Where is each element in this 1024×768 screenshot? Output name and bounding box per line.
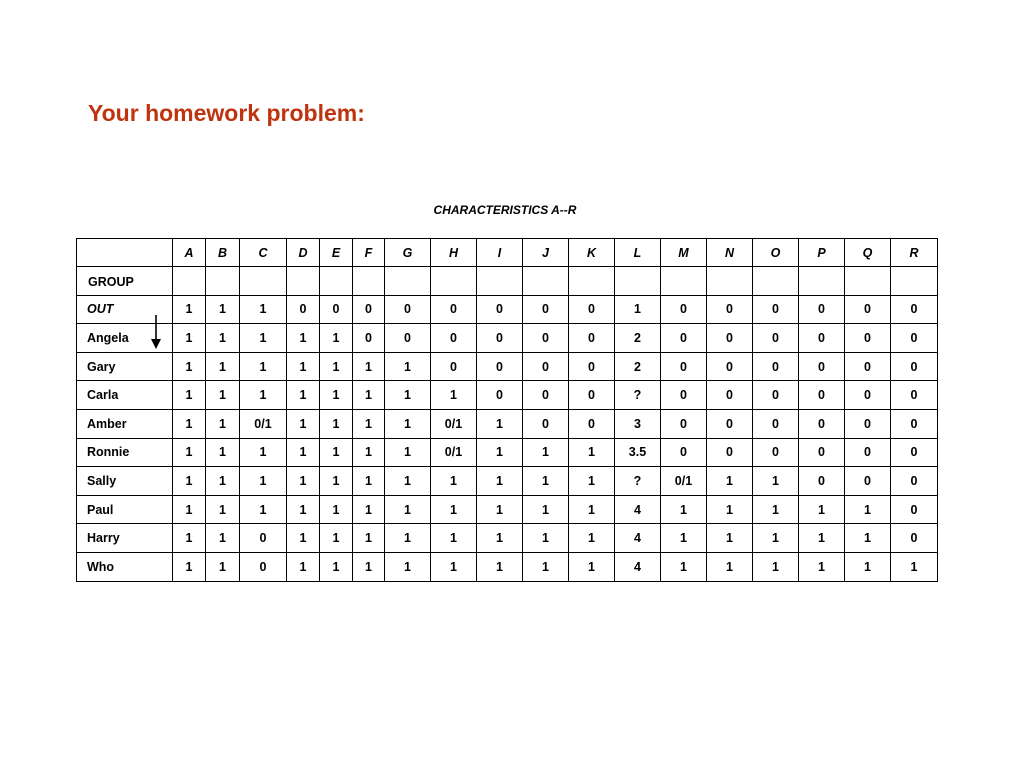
- table-cell: 1: [707, 495, 753, 524]
- table-cell: 0: [753, 324, 799, 353]
- group-spacer-cell: [287, 267, 320, 296]
- table-cell: 0: [845, 467, 891, 496]
- table-cell: 1: [753, 552, 799, 581]
- table-cell: 1: [240, 295, 287, 324]
- column-header-i: I: [477, 239, 523, 267]
- table-cell: 0: [431, 324, 477, 353]
- column-header-j: J: [523, 239, 569, 267]
- table-cell: 0: [707, 324, 753, 353]
- table-cell: 1: [206, 495, 240, 524]
- table-cell: 1: [173, 524, 206, 553]
- table-cell: 0: [753, 295, 799, 324]
- row-name: Gary: [77, 352, 173, 381]
- table-cell: 0: [891, 495, 938, 524]
- table-cell: 0: [891, 409, 938, 438]
- table-cell: 0: [845, 381, 891, 410]
- table-cell: 1: [173, 495, 206, 524]
- row-name: Harry: [77, 524, 173, 553]
- column-header-o: O: [753, 239, 799, 267]
- table-cell: 1: [206, 552, 240, 581]
- table-cell: 0/1: [240, 409, 287, 438]
- table-cell: 0: [523, 295, 569, 324]
- table-cell: 0: [891, 295, 938, 324]
- table-cell: 0: [799, 438, 845, 467]
- table-cell: 3: [615, 409, 661, 438]
- table-cell: 1: [385, 524, 431, 553]
- row-name: Ronnie: [77, 438, 173, 467]
- table-cell: 1: [353, 409, 385, 438]
- group-spacer-cell: [240, 267, 287, 296]
- table-cell: 1: [753, 524, 799, 553]
- table-cell: ?: [615, 381, 661, 410]
- table-cell: 0: [753, 352, 799, 381]
- table-cell: 0: [799, 467, 845, 496]
- table-cell: 1: [569, 524, 615, 553]
- table-cell: 1: [320, 409, 353, 438]
- table-cell: 1: [385, 495, 431, 524]
- table-cell: 1: [385, 381, 431, 410]
- table-cell: 1: [240, 324, 287, 353]
- table-cell: 0: [569, 295, 615, 324]
- table-cell: 1: [206, 352, 240, 381]
- table-cell: 1: [206, 381, 240, 410]
- table-cell: 1: [287, 552, 320, 581]
- table-cell: 1: [845, 495, 891, 524]
- table-cell: 1: [799, 524, 845, 553]
- table-cell: 1: [477, 438, 523, 467]
- table-cell: 0/1: [431, 409, 477, 438]
- column-header-d: D: [287, 239, 320, 267]
- table-cell: 4: [615, 495, 661, 524]
- table-cell: 1: [707, 524, 753, 553]
- table-cell: 1: [431, 495, 477, 524]
- table-cell: 1: [569, 552, 615, 581]
- table-cell: 1: [287, 467, 320, 496]
- table-cell: 1: [661, 495, 707, 524]
- header-corner-cell: [77, 239, 173, 267]
- table-cell: 1: [431, 467, 477, 496]
- table-cell: 0: [891, 467, 938, 496]
- table-cell: 1: [353, 495, 385, 524]
- table-cell: 0: [661, 295, 707, 324]
- table-cell: 1: [287, 438, 320, 467]
- column-header-c: C: [240, 239, 287, 267]
- table-cell: 0: [240, 552, 287, 581]
- table-cell: 1: [353, 524, 385, 553]
- table-cell: 0: [477, 295, 523, 324]
- table-cell: 0: [320, 295, 353, 324]
- table-cell: 0: [353, 295, 385, 324]
- table-cell: 1: [320, 352, 353, 381]
- group-spacer-cell: [523, 267, 569, 296]
- table-cell: 1: [661, 524, 707, 553]
- table-cell: 1: [385, 467, 431, 496]
- column-header-r: R: [891, 239, 938, 267]
- row-name: Amber: [77, 409, 173, 438]
- table-cell: 1: [173, 381, 206, 410]
- table-cell: 1: [320, 467, 353, 496]
- column-header-m: M: [661, 239, 707, 267]
- group-spacer-cell: [353, 267, 385, 296]
- row-name: OUT: [77, 295, 173, 324]
- group-spacer-cell: [385, 267, 431, 296]
- table-cell: 0: [477, 352, 523, 381]
- table-cell: 0: [753, 409, 799, 438]
- arrow-down-icon: [149, 315, 163, 351]
- table-row: [77, 552, 938, 581]
- table-cell: 1: [206, 409, 240, 438]
- table-cell: 1: [320, 552, 353, 581]
- table-cell: 1: [206, 467, 240, 496]
- table-cell: 0: [523, 381, 569, 410]
- row-name: Sally: [77, 467, 173, 496]
- table-cell: 0: [891, 324, 938, 353]
- table-cell: 0: [353, 324, 385, 353]
- table-cell: 0: [431, 352, 477, 381]
- group-spacer-cell: [431, 267, 477, 296]
- table-cell: 2: [615, 352, 661, 381]
- group-spacer-cell: [173, 267, 206, 296]
- table-cell: 0: [799, 295, 845, 324]
- group-spacer-cell: [615, 267, 661, 296]
- table-cell: 0: [569, 324, 615, 353]
- table-row: [77, 352, 938, 381]
- table-cell: 1: [173, 324, 206, 353]
- table-cell: 0: [799, 381, 845, 410]
- table-cell: 4: [615, 524, 661, 553]
- table-cell: 0: [523, 352, 569, 381]
- table-cell: 0: [707, 352, 753, 381]
- group-spacer-cell: [891, 267, 938, 296]
- table-cell: 0: [707, 409, 753, 438]
- group-spacer-cell: [661, 267, 707, 296]
- table-cell: 0: [385, 295, 431, 324]
- table-cell: 1: [353, 381, 385, 410]
- table-cell: 1: [845, 524, 891, 553]
- table-cell: 1: [753, 467, 799, 496]
- table-cell: 1: [569, 467, 615, 496]
- table-cell: 1: [353, 552, 385, 581]
- table-cell: 1: [240, 467, 287, 496]
- table-row: [77, 438, 938, 467]
- table-cell: 1: [173, 438, 206, 467]
- table-cell: 0: [661, 352, 707, 381]
- row-name: Carla: [77, 381, 173, 410]
- table-cell: 1: [845, 552, 891, 581]
- table-cell: 1: [569, 438, 615, 467]
- table-cell: 1: [477, 467, 523, 496]
- table-cell: 1: [173, 352, 206, 381]
- table-cell: 1: [287, 324, 320, 353]
- column-header-n: N: [707, 239, 753, 267]
- table-cell: 0/1: [431, 438, 477, 467]
- table-row: [77, 524, 938, 553]
- table-cell: 0: [845, 438, 891, 467]
- table-cell: 1: [431, 524, 477, 553]
- table-cell: 1: [385, 409, 431, 438]
- table-cell: 0: [240, 524, 287, 553]
- table-cell: 1: [240, 438, 287, 467]
- table-header-row: [77, 239, 938, 267]
- table-cell: 1: [320, 524, 353, 553]
- table-cell: 0: [569, 409, 615, 438]
- table-cell: 1: [477, 524, 523, 553]
- table-cell: 1: [206, 295, 240, 324]
- table-cell: 0: [845, 324, 891, 353]
- table-cell: 0: [799, 409, 845, 438]
- table-cell: 1: [287, 352, 320, 381]
- table-cell: 0: [707, 295, 753, 324]
- table-cell: 0: [845, 409, 891, 438]
- table-cell: 4: [615, 552, 661, 581]
- table-cell: 1: [523, 438, 569, 467]
- table-cell: 0: [891, 352, 938, 381]
- table-cell: 1: [385, 352, 431, 381]
- column-header-q: Q: [845, 239, 891, 267]
- table-cell: 1: [320, 438, 353, 467]
- table-cell: 1: [477, 409, 523, 438]
- table-cell: 1: [477, 552, 523, 581]
- table-cell: 3.5: [615, 438, 661, 467]
- table-cell: 1: [523, 495, 569, 524]
- table-cell: 1: [353, 467, 385, 496]
- table-cell: 1: [206, 524, 240, 553]
- table-cell: 0: [799, 352, 845, 381]
- table-cell: 0/1: [661, 467, 707, 496]
- column-header-e: E: [320, 239, 353, 267]
- table-cell: 1: [320, 324, 353, 353]
- table-cell: 1: [287, 495, 320, 524]
- table-cell: 0: [661, 409, 707, 438]
- table-cell: 0: [891, 381, 938, 410]
- table-cell: 1: [891, 552, 938, 581]
- row-name: Paul: [77, 495, 173, 524]
- table-cell: 0: [661, 324, 707, 353]
- table-cell: 1: [287, 524, 320, 553]
- table-cell: 0: [753, 438, 799, 467]
- table-cell: 1: [431, 381, 477, 410]
- table-cell: 1: [240, 352, 287, 381]
- table-cell: 0: [287, 295, 320, 324]
- table-cell: 1: [173, 467, 206, 496]
- slide-title: Your homework problem:: [88, 100, 365, 126]
- table-caption: CHARACTERISTICS A--R: [433, 203, 577, 217]
- table-cell: 0: [569, 352, 615, 381]
- table-cell: 0: [891, 438, 938, 467]
- table-cell: 1: [753, 495, 799, 524]
- group-spacer-cell: [206, 267, 240, 296]
- table-cell: 1: [385, 438, 431, 467]
- table-cell: 1: [569, 495, 615, 524]
- table-cell: ?: [615, 467, 661, 496]
- group-spacer-cell: [845, 267, 891, 296]
- group-spacer-cell: [753, 267, 799, 296]
- table-cell: 2: [615, 324, 661, 353]
- table-cell: 1: [206, 324, 240, 353]
- table-cell: 1: [523, 467, 569, 496]
- table-cell: 1: [523, 552, 569, 581]
- table-cell: 1: [385, 552, 431, 581]
- table-cell: 0: [385, 324, 431, 353]
- table-cell: 1: [707, 467, 753, 496]
- table-cell: 0: [661, 381, 707, 410]
- table-cell: 1: [240, 381, 287, 410]
- table-cell: 1: [320, 381, 353, 410]
- table-cell: 0: [799, 324, 845, 353]
- column-header-b: B: [206, 239, 240, 267]
- column-header-p: P: [799, 239, 845, 267]
- table-cell: 0: [845, 295, 891, 324]
- column-header-h: H: [431, 239, 477, 267]
- table-cell: 1: [477, 495, 523, 524]
- table-cell: 0: [753, 381, 799, 410]
- column-header-a: A: [173, 239, 206, 267]
- column-header-k: K: [569, 239, 615, 267]
- table-cell: 1: [240, 495, 287, 524]
- table-cell: 1: [799, 552, 845, 581]
- table-row: [77, 409, 938, 438]
- column-header-f: F: [353, 239, 385, 267]
- table-cell: 1: [799, 495, 845, 524]
- table-cell: 1: [320, 495, 353, 524]
- table-cell: 1: [287, 409, 320, 438]
- table-cell: 1: [707, 552, 753, 581]
- table-cell: 1: [615, 295, 661, 324]
- table-cell: 1: [353, 438, 385, 467]
- group-spacer-cell: [569, 267, 615, 296]
- table-cell: 0: [707, 381, 753, 410]
- table-cell: 0: [707, 438, 753, 467]
- group-spacer-cell: [799, 267, 845, 296]
- table-cell: 1: [287, 381, 320, 410]
- group-spacer-cell: [477, 267, 523, 296]
- group-cell: [77, 267, 173, 296]
- table-row: [77, 381, 938, 410]
- table-cell: 1: [173, 409, 206, 438]
- group-spacer-cell: [707, 267, 753, 296]
- table-cell: 1: [431, 552, 477, 581]
- table-cell: 0: [569, 381, 615, 410]
- table-cell: 0: [477, 324, 523, 353]
- table-row: [77, 324, 938, 353]
- characteristics-table: [76, 238, 938, 582]
- table-row: [77, 295, 938, 324]
- table-cell: 1: [353, 352, 385, 381]
- group-spacer-cell: [320, 267, 353, 296]
- table-row: [77, 495, 938, 524]
- table-cell: 0: [845, 352, 891, 381]
- table-cell: 1: [173, 295, 206, 324]
- table-row: [77, 467, 938, 496]
- table-cell: 0: [523, 409, 569, 438]
- table-cell: 1: [206, 438, 240, 467]
- column-header-g: G: [385, 239, 431, 267]
- table-cell: 0: [523, 324, 569, 353]
- row-name: Angela: [77, 324, 173, 353]
- row-name: Who: [77, 552, 173, 581]
- group-row: [77, 267, 938, 296]
- table-cell: 1: [661, 552, 707, 581]
- group-label: GROUP: [88, 274, 134, 289]
- table-cell: 1: [523, 524, 569, 553]
- table-cell: 0: [431, 295, 477, 324]
- table-cell: 0: [891, 524, 938, 553]
- table-cell: 0: [477, 381, 523, 410]
- table-cell: 0: [661, 438, 707, 467]
- column-header-l: L: [615, 239, 661, 267]
- table-cell: 1: [173, 552, 206, 581]
